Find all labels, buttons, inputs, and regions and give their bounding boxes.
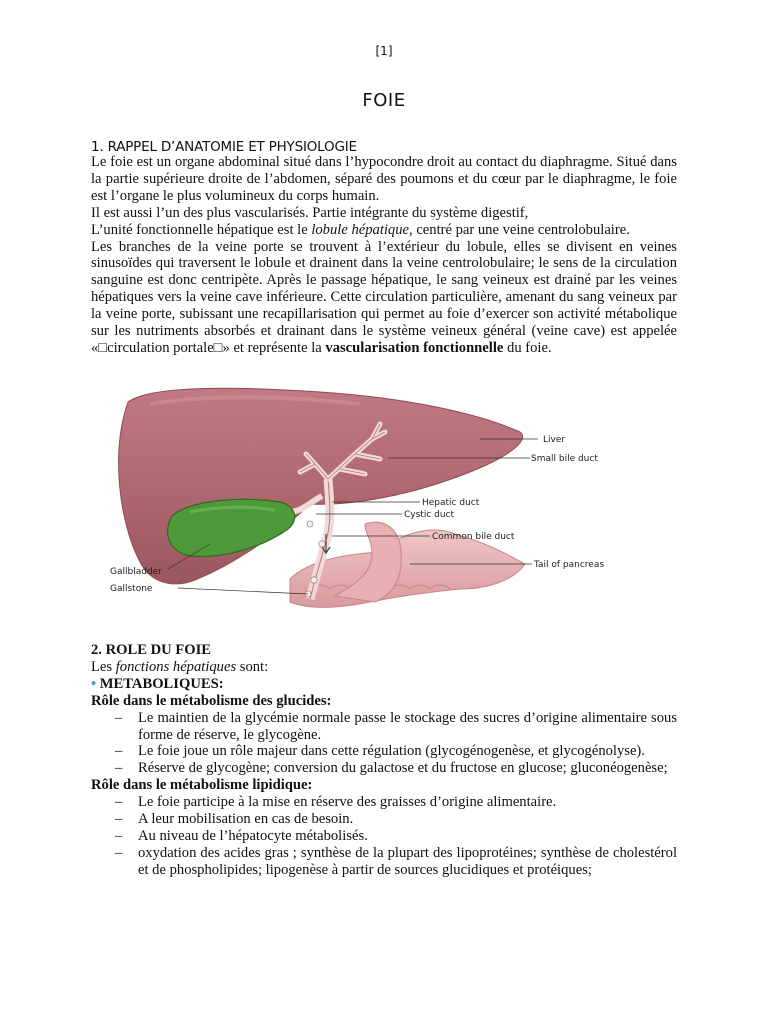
list-item: [91, 828, 677, 845]
list-item-text: A leur mobilisation en cas de besoin.: [138, 811, 354, 828]
lipides-list: [91, 794, 677, 879]
list-item: [91, 811, 677, 828]
list-item: [91, 743, 677, 760]
paragraph-portal-circulation: [91, 239, 677, 357]
paragraph-lobule: [91, 222, 677, 239]
liver-illustration: [110, 384, 648, 612]
list-item: [91, 710, 677, 744]
list-item-text: Le foie participe à la mise en réserve des graisses d’origine alimentaire.: [138, 794, 557, 811]
functional-vascularisation-term: vascularisation fonctionnelle: [325, 339, 504, 356]
page-number: [1]: [375, 44, 393, 58]
dash-icon: –: [115, 794, 123, 811]
list-item-text: Au niveau de l’hépatocyte métabolisés.: [138, 827, 368, 844]
list-item-text: oxydation des acides gras ; synthèse de la plupart des lipoprotéines; synthèse de cholestérol et de phospholipides; lipogenèse à partir de sources glucidiques et protéiques;: [138, 844, 677, 878]
section-2-intro: [91, 659, 677, 676]
lobule-text-end: , centré par une veine centrolobulaire.: [409, 221, 630, 238]
label-common-bile-duct: Common bile duct: [432, 532, 515, 542]
document-title: FOIE: [362, 90, 406, 111]
section-2-heading: 2. ROLE DU FOIE: [91, 642, 212, 658]
bullet-icon: •: [91, 675, 97, 692]
dash-icon: –: [115, 844, 123, 861]
dash-icon: –: [115, 743, 123, 760]
label-liver: Liver: [543, 435, 566, 445]
hepatic-functions-term: fonctions hépatiques: [115, 658, 237, 675]
dash-icon: –: [115, 811, 123, 828]
list-item-text: Réserve de glycogène; conversion du galactose et du fructose en glucose; gluconéogenèse;: [138, 760, 668, 777]
metabolic-heading-text: METABOLIQUES:: [99, 675, 224, 692]
label-gallbladder: Gallbladder: [110, 567, 162, 577]
list-item: [91, 760, 677, 777]
section-1-body: [91, 154, 677, 357]
dash-icon: –: [115, 709, 123, 726]
portal-circulation-end: du foie.: [503, 339, 552, 356]
list-item: [91, 794, 677, 811]
gallstone: [307, 521, 313, 527]
list-item-text: Le maintien de la glycémie normale passe le stockage des sucres d’origine alimentaire sous forme de réserve, le glycogène.: [138, 709, 677, 743]
liver-anatomy-figure: [110, 384, 648, 612]
list-item: [91, 845, 677, 879]
section-2: [91, 642, 677, 879]
intro-text-end: sont:: [236, 658, 269, 675]
gallstone: [311, 577, 317, 583]
label-cystic-duct: Cystic duct: [404, 510, 455, 520]
list-item-text: Le foie joue un rôle majeur dans cette régulation (glycogénogenèse, et glycogénolyse).: [138, 743, 645, 760]
label-gallstone: Gallstone: [110, 584, 153, 594]
lipides-heading: Rôle dans le métabolisme lipidique:: [91, 777, 313, 794]
label-hepatic-duct: Hepatic duct: [422, 498, 480, 508]
dash-icon: –: [115, 827, 123, 844]
lobule-term: lobule hépatique: [311, 221, 410, 238]
intro-text-start: Les: [91, 658, 116, 675]
paragraph-organ-location: Le foie est un organe abdominal situé dans l’hypocondre droit au contact du diaphragme. Situé dans la partie supérieure droite de l’abdomen, séparé des poumons et du cœur par le diaphragme, le foie est l’organe le plus volumineux du corps humain.: [91, 154, 677, 204]
dash-icon: –: [115, 760, 123, 777]
metabolic-heading: [91, 676, 677, 693]
section-1-heading: 1. RAPPEL D’ANATOMIE ET PHYSIOLOGIE: [91, 139, 357, 155]
gallstone: [319, 541, 325, 547]
portal-circulation-text: Les branches de la veine porte se trouvent à l’extérieur du lobule, elles se divisent en veines sinusoïdes qui traversent le lobule et drainent dans la veine centrolobulaire; le sens de la circulation sanguine est donc centripète. Après le passage hépatique, le sang veineux est drainé par les veines hépatiques vers la veine cave inférieure. Cette circulation particulière, amenant du sang veineux par la veine porte, subissant une recapillarisation qui permet au foie d’exercer son activité métabolique sur les nutriments absorbés et drainant dans le système veineux général (veine cave) est appelée «□circulation portale□» et représente la: [91, 238, 677, 356]
label-tail-of-pancreas: Tail of pancreas: [534, 560, 605, 570]
glucides-heading: Rôle dans le métabolisme des glucides:: [91, 692, 332, 709]
label-small-bile-duct: Small bile duct: [531, 454, 598, 464]
lobule-text-start: L’unité fonctionnelle hépatique est le: [91, 221, 312, 238]
glucides-list: [91, 710, 677, 778]
paragraph-vascularisation: Il est aussi l’un des plus vascularisés. Partie intégrante du système digestif,: [91, 204, 529, 221]
